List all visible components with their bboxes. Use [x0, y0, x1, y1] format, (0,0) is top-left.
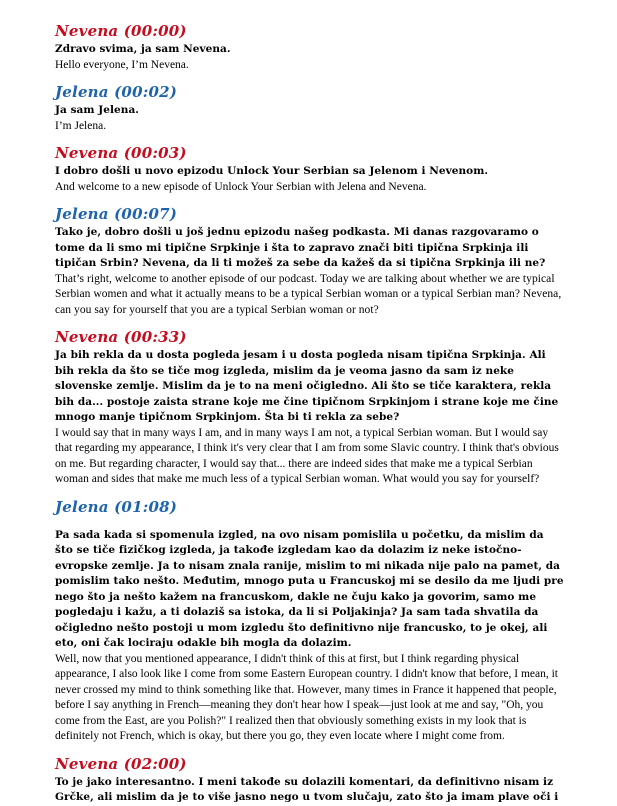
- transcript-entry: [55, 81, 565, 134]
- english-translation: Well, now that you mentioned appearance, I didn't think of this at first, but I think regarding physical appearance, I also look like I come from some Eastern European country. I didn't know that before, I mean, it never crossed my mind to think something like that. However, many times in France it happened that people, before I say anything in French—meaning they don't hear how I speak—just look at me and say, "Oh, you come from the East, are you Polish?" I realized then that obviously something exists in my look that is definitely not French, which is okay, but there you go, they even locate where I might come from.: [55, 652, 558, 742]
- serbian-text: I dobro došli u novo epizodu Unlock Your Serbian sa Jelenom i Nevenom.: [55, 165, 489, 177]
- speaker-timestamp: Nevena (00:00): [55, 22, 187, 40]
- speaker-timestamp: Nevena (00:03): [55, 144, 187, 162]
- speaker-timestamp: Jelena (00:07): [55, 205, 178, 223]
- transcript-entry: [55, 753, 565, 806]
- english-translation: I would say that in many ways I am, and in many ways I am not, a typical Serbian woman. But I would say that regarding my appearance, I think it's very clear that I am from some Slavic country. I think that's obvious on me. But regarding character, I would say that... there are indeed sides that make me a typical Serbian woman and sides that make me much less of a typical Serbian woman. What would you say for yourself?: [55, 426, 559, 485]
- speaker-timestamp: Nevena (02:00): [55, 754, 187, 773]
- english-translation: I’m Jelena.: [55, 119, 107, 132]
- serbian-text: Pa sada kada si spomenula izgled, na ovo nisam pomislila u početku, da mislim da što se tiče fizičkog izgleda, ja takođe izgledam kao da dolazim iz neke istočno-evropske zemlje. Ja to nisam znala ranije, mislim to mi nikada nije palo na pamet, da pomislim tako nešto. Međutim, mnogo puta u Francuskoj mi se desilo da me ljudi pre nego što ja nešto kažem na francuskom, dakle ne čuju kako ja govorim, samo me pogledaju i kažu, a ti dolaziš sa istoka, da li si Poljakinja? Ja sam tada shvatila da očigledno nešto postoji u mom izgledu što definitivno nije francusko, to je okej, ali eto, oni čak lociraju odakle bih mogla da dolazim.: [55, 528, 564, 649]
- serbian-text: Ja sam Jelena.: [55, 104, 140, 116]
- english-translation: And welcome to a new episode of Unlock Your Serbian with Jelena and Nevena.: [55, 180, 427, 193]
- transcript-entry: [55, 203, 565, 318]
- serbian-text: [55, 225, 565, 318]
- speaker-timestamp: Jelena (00:02): [55, 83, 178, 101]
- serbian-text: Zdravo svima, ja sam Nevena.: [55, 43, 231, 55]
- transcript-entry: [55, 142, 565, 195]
- serbian-text-inline: Tako je, dobro došli u još jednu epizodu našeg podkasta. Mi danas razgovaramo o tome da li smo mi tipične Srpkinje i šta to zapravo znači biti tipična Srpkinja ili tipičan Srbin? Nevena, da li ti možeš za sebe da kažeš da si tipična Srpkinja ili ne?: [55, 226, 546, 269]
- english-translation: Hello everyone, I’m Nevena.: [55, 58, 189, 71]
- serbian-text: Ja bih rekla da u dosta pogleda jesam i u dosta pogleda nisam tipična Srpkinja. Ali bih rekla da što se tiče mog izgleda, mislim da je veoma jasno da sam iz neke slovenske zemlje. Mislim da je to na meni očigledno. Ali što se tiče karaktera, rekla bih da... postoje zaista strane koje me čine tipičnom Srpkinjom i strane koje me čine mnogo manje tipičnom Srpkinjom. Šta bi ti rekla za sebe?: [55, 349, 559, 423]
- transcript-entry: [55, 326, 565, 488]
- speaker-timestamp: Nevena (00:33): [55, 328, 187, 346]
- transcript-entry: [55, 20, 565, 73]
- speaker-timestamp: Jelena (01:08): [55, 497, 178, 516]
- english-translation: That’s right, welcome to another episode of our podcast. Today we are talking about whether we are typical Serbian women and what it actually means to be a typical Serbian woman or a typical Serbian man? Nevena, can you say for yourself that you are a typical Serbian woman or not?: [55, 272, 562, 316]
- transcript-entry: [55, 496, 565, 745]
- serbian-text: To je jako interesantno. I meni takođe su dolazili komentari, da definitivno nisam iz Grčke, ali mislim da je to više jasno nego u tvom slučaju, zato što ja imam plave oči i: [55, 775, 559, 803]
